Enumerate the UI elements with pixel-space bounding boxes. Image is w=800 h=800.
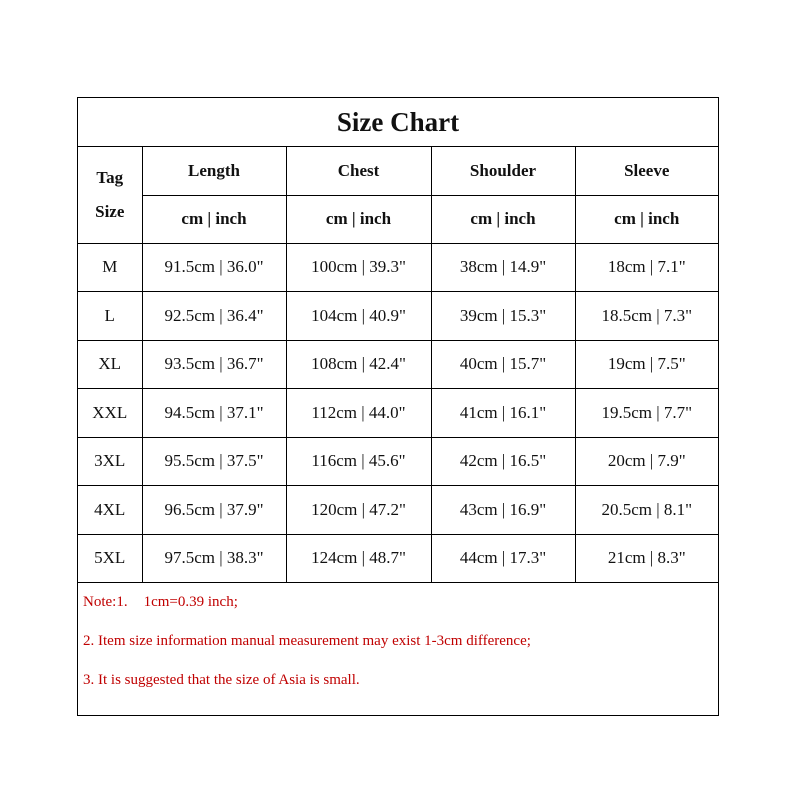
column-header-length: Length	[142, 147, 286, 195]
notes-section	[78, 583, 718, 710]
length-cell: 91.5cm | 36.0"	[142, 243, 286, 292]
sleeve-cell: 19.5cm | 7.7"	[575, 389, 718, 438]
note-1-prefix: Note:1.	[83, 594, 128, 610]
length-cell: 95.5cm | 37.5"	[142, 437, 286, 486]
note-1	[83, 593, 718, 632]
shoulder-cell: 41cm | 16.1"	[431, 389, 575, 438]
chest-cell: 104cm | 40.9"	[286, 292, 431, 341]
unit-header-chest: cm | inch	[286, 195, 431, 243]
header-row-units	[78, 195, 718, 243]
sleeve-cell: 20cm | 7.9"	[575, 437, 718, 486]
shoulder-cell: 39cm | 15.3"	[431, 292, 575, 341]
chest-cell: 112cm | 44.0"	[286, 389, 431, 438]
sleeve-cell: 19cm | 7.5"	[575, 340, 718, 389]
size-chart	[77, 97, 719, 716]
length-cell: 97.5cm | 38.3"	[142, 534, 286, 583]
tag-size-header	[78, 147, 142, 243]
column-header-shoulder: Shoulder	[431, 147, 575, 195]
column-header-chest: Chest	[286, 147, 431, 195]
table-row	[78, 389, 718, 438]
chest-cell: 100cm | 39.3"	[286, 243, 431, 292]
tag-header-line2: Size	[95, 201, 125, 221]
table-row	[78, 534, 718, 583]
sleeve-cell: 18.5cm | 7.3"	[575, 292, 718, 341]
size-label: M	[78, 243, 142, 292]
length-cell: 93.5cm | 36.7"	[142, 340, 286, 389]
shoulder-cell: 43cm | 16.9"	[431, 486, 575, 535]
table-row	[78, 486, 718, 535]
sleeve-cell: 20.5cm | 8.1"	[575, 486, 718, 535]
size-label: XXL	[78, 389, 142, 438]
size-table	[78, 147, 718, 583]
unit-header-length: cm | inch	[142, 195, 286, 243]
note-1-text: 1cm=0.39 inch;	[143, 594, 238, 610]
length-cell: 96.5cm | 37.9"	[142, 486, 286, 535]
note-2: 2. Item size information manual measurement may exist 1-3cm difference;	[83, 633, 531, 649]
unit-header-shoulder: cm | inch	[431, 195, 575, 243]
length-cell: 94.5cm | 37.1"	[142, 389, 286, 438]
size-label: 5XL	[78, 534, 142, 583]
size-label: L	[78, 292, 142, 341]
column-header-sleeve: Sleeve	[575, 147, 718, 195]
note-3: 3. It is suggested that the size of Asia is small.	[83, 672, 360, 688]
header-row-names	[78, 147, 718, 195]
sleeve-cell: 18cm | 7.1"	[575, 243, 718, 292]
chest-cell: 116cm | 45.6"	[286, 437, 431, 486]
shoulder-cell: 40cm | 15.7"	[431, 340, 575, 389]
table-row	[78, 437, 718, 486]
shoulder-cell: 42cm | 16.5"	[431, 437, 575, 486]
shoulder-cell: 44cm | 17.3"	[431, 534, 575, 583]
size-label: XL	[78, 340, 142, 389]
chart-title: Size Chart	[78, 98, 718, 147]
shoulder-cell: 38cm | 14.9"	[431, 243, 575, 292]
chest-cell: 124cm | 48.7"	[286, 534, 431, 583]
chest-cell: 120cm | 47.2"	[286, 486, 431, 535]
table-row	[78, 243, 718, 292]
size-label: 3XL	[78, 437, 142, 486]
length-cell: 92.5cm | 36.4"	[142, 292, 286, 341]
tag-header-line1: Tag	[96, 167, 124, 187]
table-row	[78, 340, 718, 389]
table-row	[78, 292, 718, 341]
sleeve-cell: 21cm | 8.3"	[575, 534, 718, 583]
chest-cell: 108cm | 42.4"	[286, 340, 431, 389]
unit-header-sleeve: cm | inch	[575, 195, 718, 243]
size-label: 4XL	[78, 486, 142, 535]
